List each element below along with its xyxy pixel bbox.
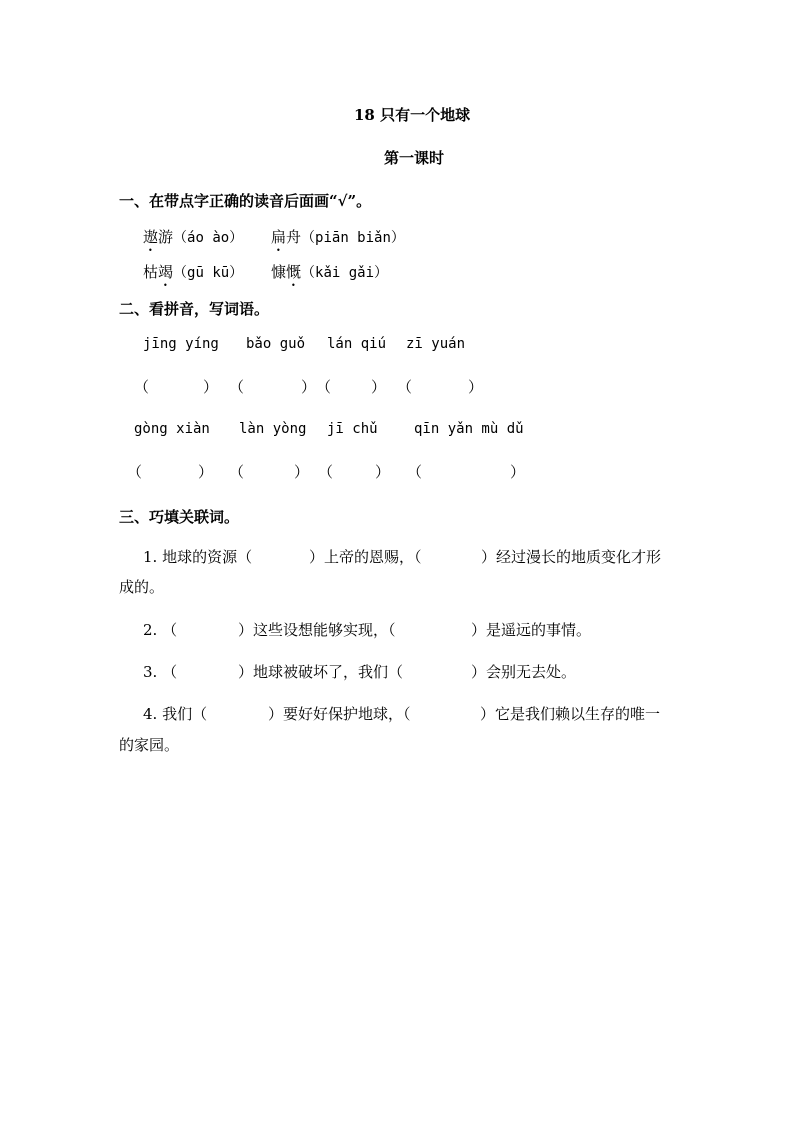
plain-char: 枯 [143,263,159,281]
q4-part-b: ）要好好保护地球，（ [268,705,411,723]
answer-bracket-open[interactable]: （ [316,378,332,396]
pinyin-word: lán qiú [327,336,387,352]
dotted-char: 扁 [271,228,287,246]
section3-heading: 三、巧填关联词。 [119,508,240,526]
dotted-char: 遨 [143,228,159,246]
answer-bracket-close[interactable]: ） [510,463,526,481]
pinyin-word: gòng xiàn [134,421,210,437]
answer-bracket-open[interactable]: （ [318,463,334,481]
section1-item-1 [143,226,243,255]
q3-part-b: ）地球被破坏了，我们（ [238,663,404,681]
answer-bracket-close[interactable]: ） [203,378,219,396]
q4-part-d: 的家园。 [119,736,180,754]
answer-bracket-close[interactable]: ） [375,463,391,481]
pinyin-options: （gū kū） [173,265,244,281]
q4-part-a: 4. 我们（ [143,705,208,723]
pinyin-word: làn yòng [239,421,307,437]
q2-part-a: 2. （ [143,621,178,639]
dotted-char: 竭 [158,263,174,281]
plain-char: 游 [158,228,174,246]
answer-bracket-open[interactable]: （ [229,378,245,396]
q3-part-c: ）会别无去处。 [471,663,577,681]
pinyin-word: jīng yíng [143,336,219,352]
pinyin-word: bǎo guǒ [246,336,306,352]
answer-bracket-open[interactable]: （ [397,378,413,396]
q2-part-c: ）是遥远的事情。 [471,621,592,639]
q2-part-b: ）这些设想能够实现，（ [238,621,396,639]
q1-part-c: ）经过漫长的地质变化才形 [481,548,662,566]
q4-part-c: ）它是我们赖以生存的唯一 [480,705,661,723]
answer-bracket-close[interactable]: ） [301,378,317,396]
answer-bracket-open[interactable]: （ [134,378,150,396]
answer-bracket-close[interactable]: ） [468,378,484,396]
section1-item-3 [143,261,243,290]
section1-heading: 一、在带点字正确的读音后面画“√”。 [119,192,372,210]
answer-bracket-close[interactable]: ） [371,378,387,396]
q1-part-b: ）上帝的恩赐，（ [309,548,422,566]
section1-item-2 [271,226,405,255]
section2-heading: 二、看拼音，写词语。 [119,300,270,318]
plain-char: 舟 [286,228,302,246]
dotted-char: 慨 [286,263,302,281]
answer-bracket-close[interactable]: ） [198,463,214,481]
pinyin-word: qīn yǎn mù dǔ [414,421,524,437]
plain-char: 慷 [271,263,287,281]
answer-bracket-close[interactable]: ） [294,463,310,481]
pinyin-options: （kǎi gǎi） [301,265,389,281]
page-title: 18 只有一个地球 [354,106,471,124]
answer-bracket-open[interactable]: （ [229,463,245,481]
q3-part-a: 3. （ [143,663,178,681]
q1-part-d: 成的。 [119,578,165,596]
answer-bracket-open[interactable]: （ [127,463,143,481]
pinyin-word: zī yuán [406,336,466,352]
answer-bracket-open[interactable]: （ [407,463,423,481]
pinyin-options: （piān biǎn） [301,230,405,246]
page-subtitle: 第一课时 [384,149,445,167]
q1-part-a: 1. 地球的资源（ [143,548,253,566]
pinyin-options: （áo ào） [173,230,244,246]
pinyin-word: jī chǔ [327,421,378,437]
section1-item-4 [271,261,388,290]
